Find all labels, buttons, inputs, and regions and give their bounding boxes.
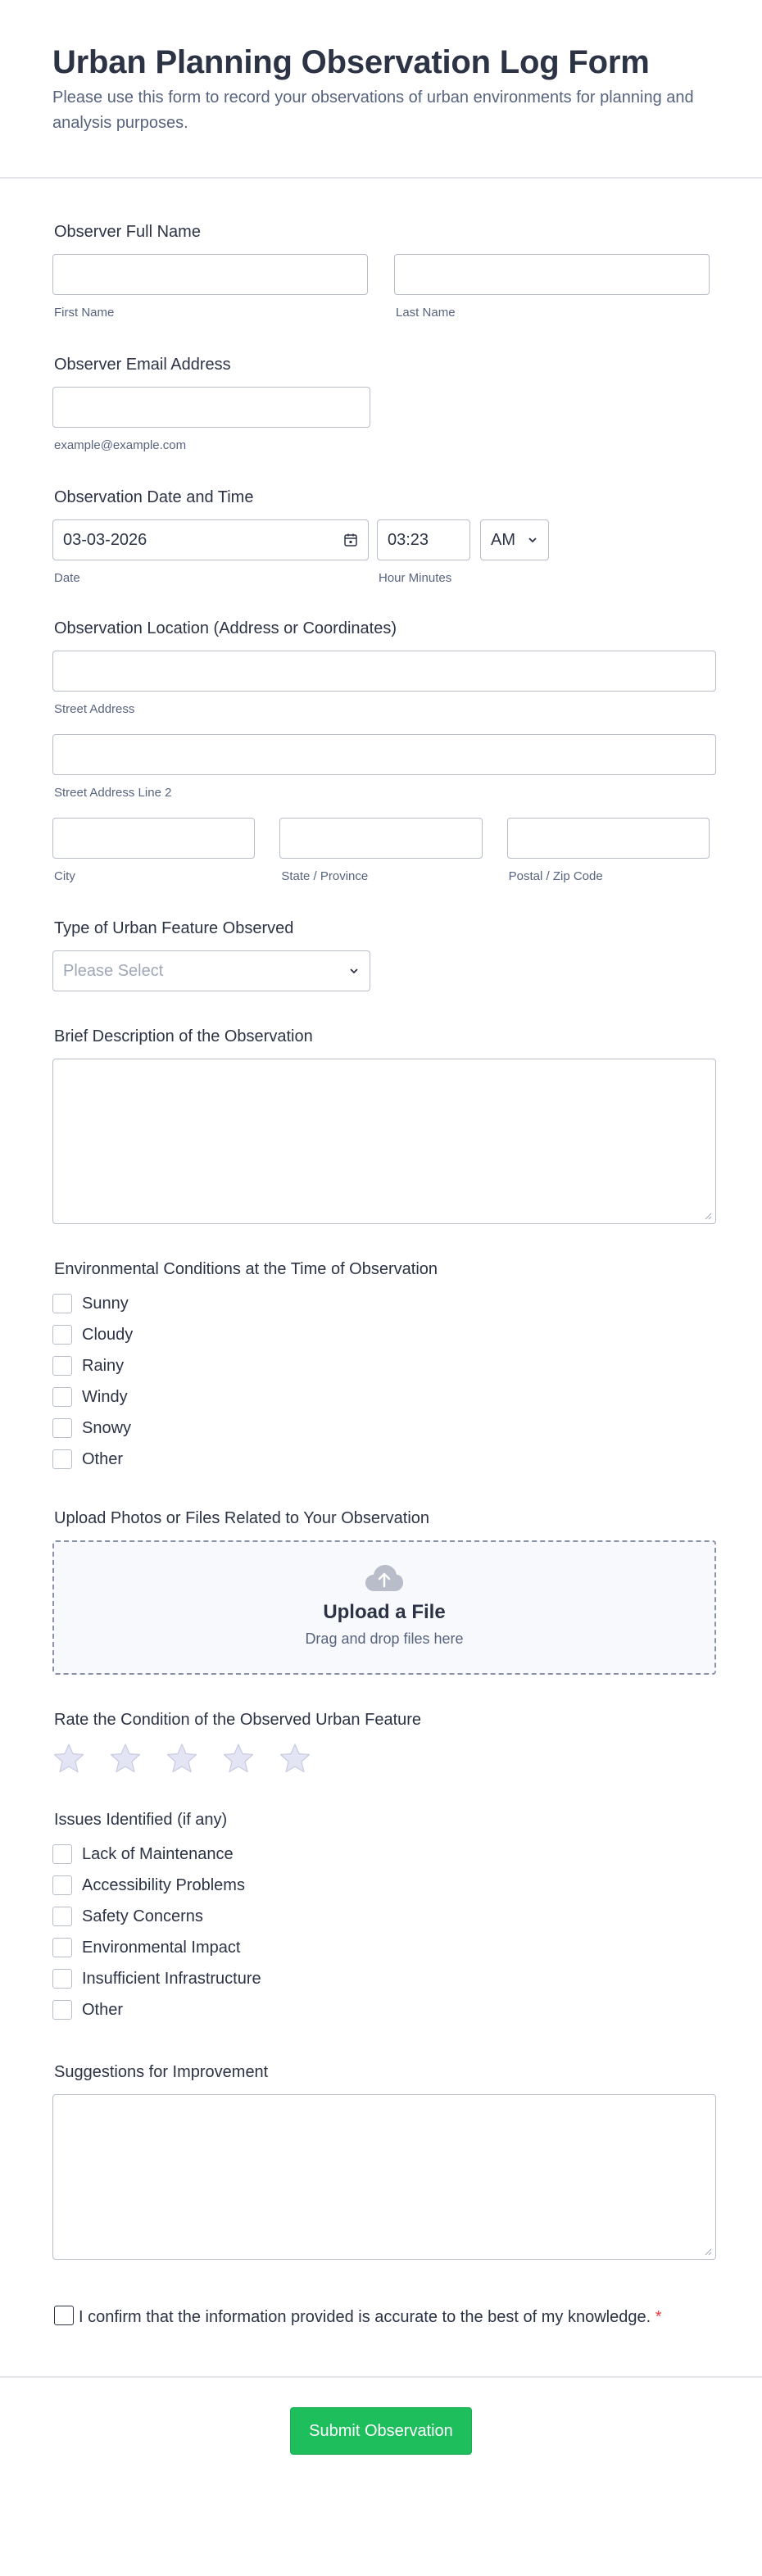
checkbox[interactable]: [52, 1294, 72, 1313]
datetime-label: Observation Date and Time: [54, 488, 254, 506]
date-group: [52, 519, 369, 587]
form-header: [0, 0, 762, 179]
conditions-label: Environmental Conditions at the Time of Observation: [54, 1260, 438, 1278]
feature-type-select[interactable]: [52, 950, 370, 991]
email-sublabel: example@example.com: [54, 438, 187, 452]
time-input[interactable]: 03:23: [377, 519, 470, 560]
checkbox[interactable]: [52, 1875, 72, 1895]
file-upload-dropzone[interactable]: [52, 1540, 716, 1675]
observer-name-row: [52, 254, 710, 321]
checkbox[interactable]: [52, 1356, 72, 1376]
zip-group: [507, 818, 710, 885]
description-section: [52, 991, 710, 1224]
street-address2-sublabel: Street Address Line 2: [54, 786, 172, 800]
observer-name-section: [52, 179, 710, 321]
date-value: 03-03-2026: [63, 530, 147, 549]
condition-option[interactable]: [52, 1288, 710, 1319]
chevron-down-icon: [527, 534, 538, 546]
condition-option-label: Cloudy: [82, 1325, 134, 1344]
issue-option[interactable]: [52, 1932, 710, 1963]
datetime-section: [52, 454, 710, 587]
condition-option-label: Snowy: [82, 1418, 132, 1437]
submit-button[interactable]: Submit Observation: [290, 2407, 472, 2455]
condition-option-label: Other: [82, 1449, 124, 1468]
resize-handle-icon[interactable]: [704, 1212, 712, 1220]
checkbox[interactable]: [52, 2000, 72, 2020]
issue-option[interactable]: [52, 1963, 710, 1994]
issues-list: [52, 1839, 710, 2025]
last-name-sublabel: Last Name: [396, 306, 456, 320]
checkbox[interactable]: [52, 1907, 72, 1926]
checkbox[interactable]: [52, 1844, 72, 1864]
star-icon[interactable]: [109, 1742, 142, 1775]
condition-option[interactable]: [52, 1319, 710, 1350]
street-address-input[interactable]: [52, 651, 716, 692]
city-group: [52, 818, 255, 885]
feature-type-label: Type of Urban Feature Observed: [54, 919, 294, 937]
zip-input[interactable]: [507, 818, 710, 859]
condition-option-label: Windy: [82, 1387, 128, 1406]
condition-option[interactable]: [52, 1350, 710, 1381]
state-input[interactable]: [279, 818, 482, 859]
issues-section: [52, 1775, 710, 2025]
checkbox[interactable]: [52, 1449, 72, 1469]
time-group: [377, 519, 470, 587]
rating-label: Rate the Condition of the Observed Urban Feature: [54, 1711, 422, 1729]
email-label: Observer Email Address: [54, 356, 231, 374]
upload-title: Upload a File: [323, 1601, 446, 1623]
observer-name-label: Observer Full Name: [54, 223, 201, 241]
issue-option[interactable]: [52, 1994, 710, 2025]
checkbox[interactable]: [52, 1938, 72, 1957]
condition-option-label: Rainy: [82, 1356, 125, 1375]
issue-option[interactable]: [52, 1870, 710, 1901]
ampm-value: AM: [491, 530, 515, 549]
upload-hint: Drag and drop files here: [305, 1630, 464, 1647]
checkbox[interactable]: [52, 1325, 72, 1345]
description-label: Brief Description of the Observation: [54, 1027, 313, 1045]
email-input[interactable]: [52, 387, 370, 428]
checkbox[interactable]: [52, 1969, 72, 1989]
star-rating: [52, 1742, 710, 1775]
required-asterisk: *: [655, 2308, 662, 2326]
first-name-group: [52, 254, 368, 321]
form-title: Urban Planning Observation Log Form: [52, 44, 650, 80]
issue-option[interactable]: [52, 1839, 710, 1870]
issue-option-label: Safety Concerns: [82, 1907, 203, 1925]
conditions-section: [52, 1224, 710, 1475]
cloud-upload-icon: [54, 1563, 714, 1593]
date-sublabel: Date: [54, 571, 80, 585]
form-body: [0, 179, 762, 2329]
suggestions-textarea[interactable]: [52, 2094, 716, 2260]
star-icon[interactable]: [52, 1742, 85, 1775]
condition-option[interactable]: [52, 1444, 710, 1475]
issue-option-label: Other: [82, 2000, 124, 2019]
form-footer: [0, 2376, 762, 2495]
confirm-section: [52, 2260, 710, 2329]
condition-option[interactable]: [52, 1381, 710, 1413]
ampm-group: [480, 519, 549, 587]
upload-label: Upload Photos or Files Related to Your Observation: [54, 1509, 430, 1527]
state-group: [279, 818, 482, 885]
feature-type-placeholder: Please Select: [63, 961, 164, 980]
confirm-text: I confirm that the information provided is accurate to the best of my knowledge.: [79, 2308, 651, 2326]
condition-option[interactable]: [52, 1413, 710, 1444]
feature-type-section: [52, 885, 710, 991]
location-section: [52, 587, 710, 885]
suggestions-section: [52, 2025, 710, 2260]
suggestions-label: Suggestions for Improvement: [54, 2063, 269, 2081]
conditions-list: [52, 1288, 710, 1475]
first-name-sublabel: First Name: [54, 306, 115, 320]
time-sublabel: Hour Minutes: [379, 571, 452, 585]
date-input[interactable]: [52, 519, 369, 560]
description-textarea[interactable]: [52, 1059, 716, 1224]
city-state-zip-row: [52, 818, 710, 885]
ampm-select[interactable]: [480, 519, 549, 560]
issue-option-label: Insufficient Infrastructure: [82, 1969, 261, 1988]
rating-section: [52, 1675, 710, 1775]
star-icon[interactable]: [222, 1742, 255, 1775]
last-name-group: [394, 254, 710, 321]
issues-label: Issues Identified (if any): [54, 1811, 228, 1829]
location-label: Observation Location (Address or Coordinates): [54, 619, 397, 637]
zip-sublabel: Postal / Zip Code: [508, 869, 603, 883]
last-name-input[interactable]: [394, 254, 710, 295]
calendar-icon[interactable]: [343, 533, 358, 547]
state-sublabel: State / Province: [281, 869, 369, 883]
issue-option[interactable]: [52, 1901, 710, 1932]
confirm-checkbox[interactable]: [54, 2306, 74, 2325]
issue-option-label: Accessibility Problems: [82, 1875, 245, 1894]
street-address-sublabel: Street Address: [54, 702, 135, 716]
first-name-input[interactable]: [52, 254, 368, 295]
issue-option-label: Environmental Impact: [82, 1938, 241, 1957]
star-icon[interactable]: [166, 1742, 198, 1775]
city-input[interactable]: [52, 818, 255, 859]
checkbox[interactable]: [52, 1387, 72, 1407]
upload-section: [52, 1475, 710, 1675]
checkbox[interactable]: [52, 1418, 72, 1438]
chevron-down-icon: [348, 965, 360, 977]
form-subtitle: Please use this form to record your observations of urban environments for planning and analysis purposes.: [52, 88, 694, 132]
datetime-row: [52, 519, 710, 587]
resize-handle-icon[interactable]: [704, 2247, 712, 2256]
issue-option-label: Lack of Maintenance: [82, 1844, 234, 1863]
city-sublabel: City: [54, 869, 75, 883]
email-section: [52, 321, 710, 454]
street-address2-input[interactable]: [52, 734, 716, 775]
condition-option-label: Sunny: [82, 1294, 129, 1313]
star-icon[interactable]: [279, 1742, 311, 1775]
